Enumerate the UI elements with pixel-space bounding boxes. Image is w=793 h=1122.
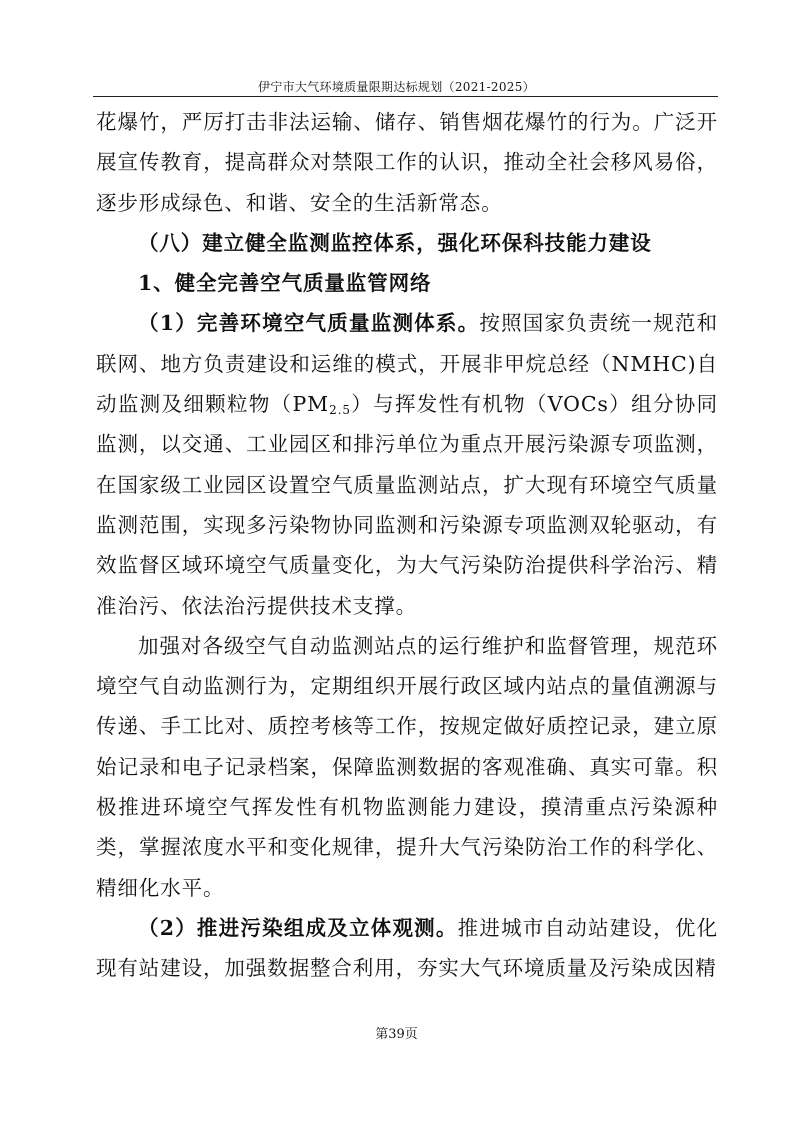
paragraph-text: ）与挥发性有机物（VOCs）组分协同监测，以交通、工业园区和排污单位为重点开展污染源专项监测，在国家级工业园区设置空气质量监测站点，扩大现有环境空气质量监测范围，实现多污染物协同监测和污染源专项监测双轮驱动，有效监督区域环境空气质量变化，为大气污染防治提供科学治污、精准治污、依法治污提供技术支撑。 — [96, 392, 719, 618]
section-heading-8: （八）建立健全监测监控体系，强化环保科技能力建设 — [138, 230, 652, 255]
paragraph-fireworks: 花爆竹，严厉打击非法运输、储存、销售烟花爆竹的行为。广泛开展宣传教育，提高群众对禁限工作的认识，推动全社会移风易俗，逐步形成绿色、和谐、安全的生活新常态。 — [96, 110, 718, 215]
paragraph-station-maintenance: 加强对各级空气自动监测站点的运行维护和监督管理，规范环境空气自动监测行为，定期组织开展行政区域内站点的量值溯源与传递、手工比对、质控考核等工作，按规定做好质控记录，建立原始记录和电子记录档案，保障监测数据的客观准确、真实可靠。积极推进环境空气挥发性有机物监测能力建设，摸清重点污染源种类，掌握浓度水平和变化规律，提升大气污染防治工作的科学化、精细化水平。 — [96, 633, 718, 900]
paragraph-text: 推进城市自动站建设，优化现有站建设，加强数据整合利用，夯实大气环境质量及污染成因精 — [96, 915, 718, 981]
running-header: 伊宁市大气环境质量限期达标规划（2021-2025） — [258, 80, 535, 94]
subsection-heading-1: 1、健全完善空气质量监管网络 — [138, 271, 432, 296]
paragraph-monitoring-system — [96, 303, 718, 625]
page-number: 第39页 — [375, 1027, 418, 1042]
paragraph-stereo-observation — [96, 908, 718, 989]
header-rule — [93, 96, 718, 97]
paragraph-lead: （2）推进污染组成及立体观测。 — [138, 915, 458, 940]
paragraph-text: 按照国家负责统一规范和联网、地方负责建设和运维的模式，开展非甲烷总经（NMHC)自动监测及细颗粒物（PM — [96, 311, 718, 417]
paragraph-lead: （1）完善环境空气质量监测体系。 — [138, 311, 480, 336]
pm-subscript: 2.5 — [329, 403, 351, 418]
document-body — [96, 102, 718, 989]
